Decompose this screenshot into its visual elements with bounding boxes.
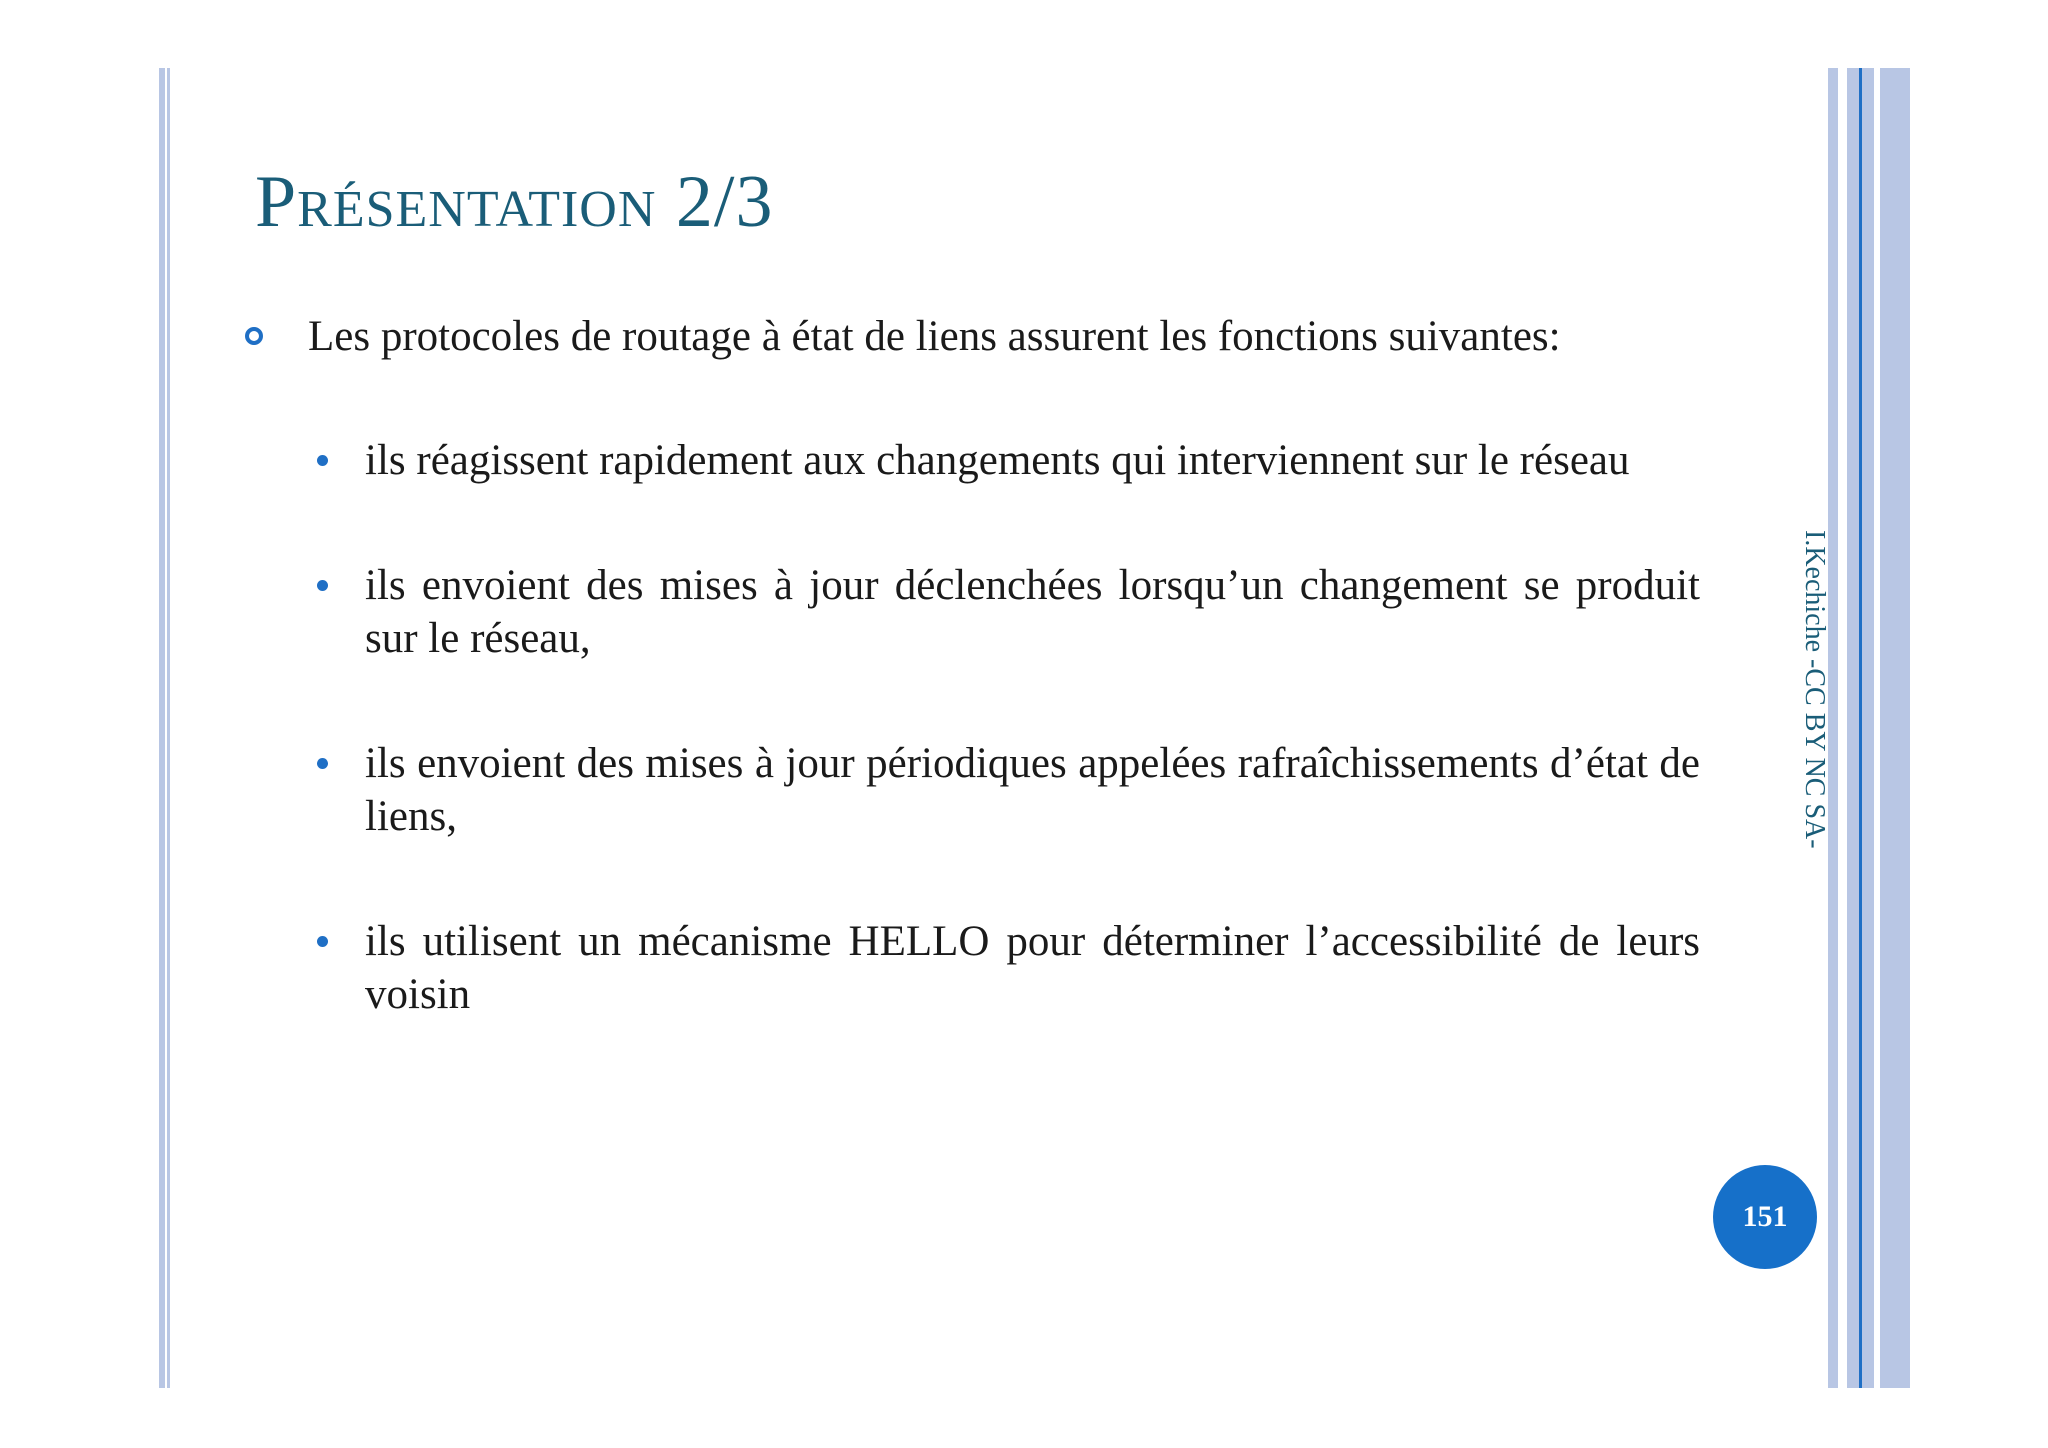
author-credit: I.Kechiche -CC BY NC SA-	[1799, 530, 1830, 849]
list-item-text: ils envoient des mises à jour déclenchées lorsqu’un changement se produit sur le réseau,	[365, 562, 1700, 662]
list-item-text: ils réagissent rapidement aux changements qui interviennent sur le réseau	[365, 437, 1630, 484]
ring-bullet-icon	[245, 327, 263, 345]
intro-bullet	[245, 310, 1700, 363]
page-number: 151	[1742, 1200, 1788, 1233]
page-number-badge	[1713, 1165, 1817, 1269]
list-item-text: ils utilisent un mécanisme HELLO pour déterminer l’accessibilité de leurs voisin	[365, 918, 1700, 1018]
dot-bullet-icon	[317, 580, 328, 591]
slide-content	[245, 310, 1700, 1021]
left-decor-bar-thin	[167, 68, 170, 1388]
dot-bullet-icon	[317, 758, 328, 769]
dot-bullet-icon	[317, 455, 328, 466]
list-item	[365, 434, 1700, 487]
list-item-text: ils envoient des mises à jour périodiques appelées rafraîchissements d’état de liens,	[365, 740, 1700, 840]
right-decor-bar-3	[1862, 68, 1874, 1388]
dot-bullet-icon	[317, 936, 328, 947]
intro-text: Les protocoles de routage à état de liens assurent les fonctions suivantes:	[308, 313, 1561, 360]
left-decor-bar	[159, 68, 165, 1388]
right-decor-bar-4	[1880, 68, 1910, 1388]
list-item	[365, 915, 1700, 1021]
slide-title: Présentation 2/3	[255, 161, 774, 243]
list-item	[365, 737, 1700, 843]
right-decor-bar-2	[1847, 68, 1859, 1388]
list-item	[365, 559, 1700, 665]
